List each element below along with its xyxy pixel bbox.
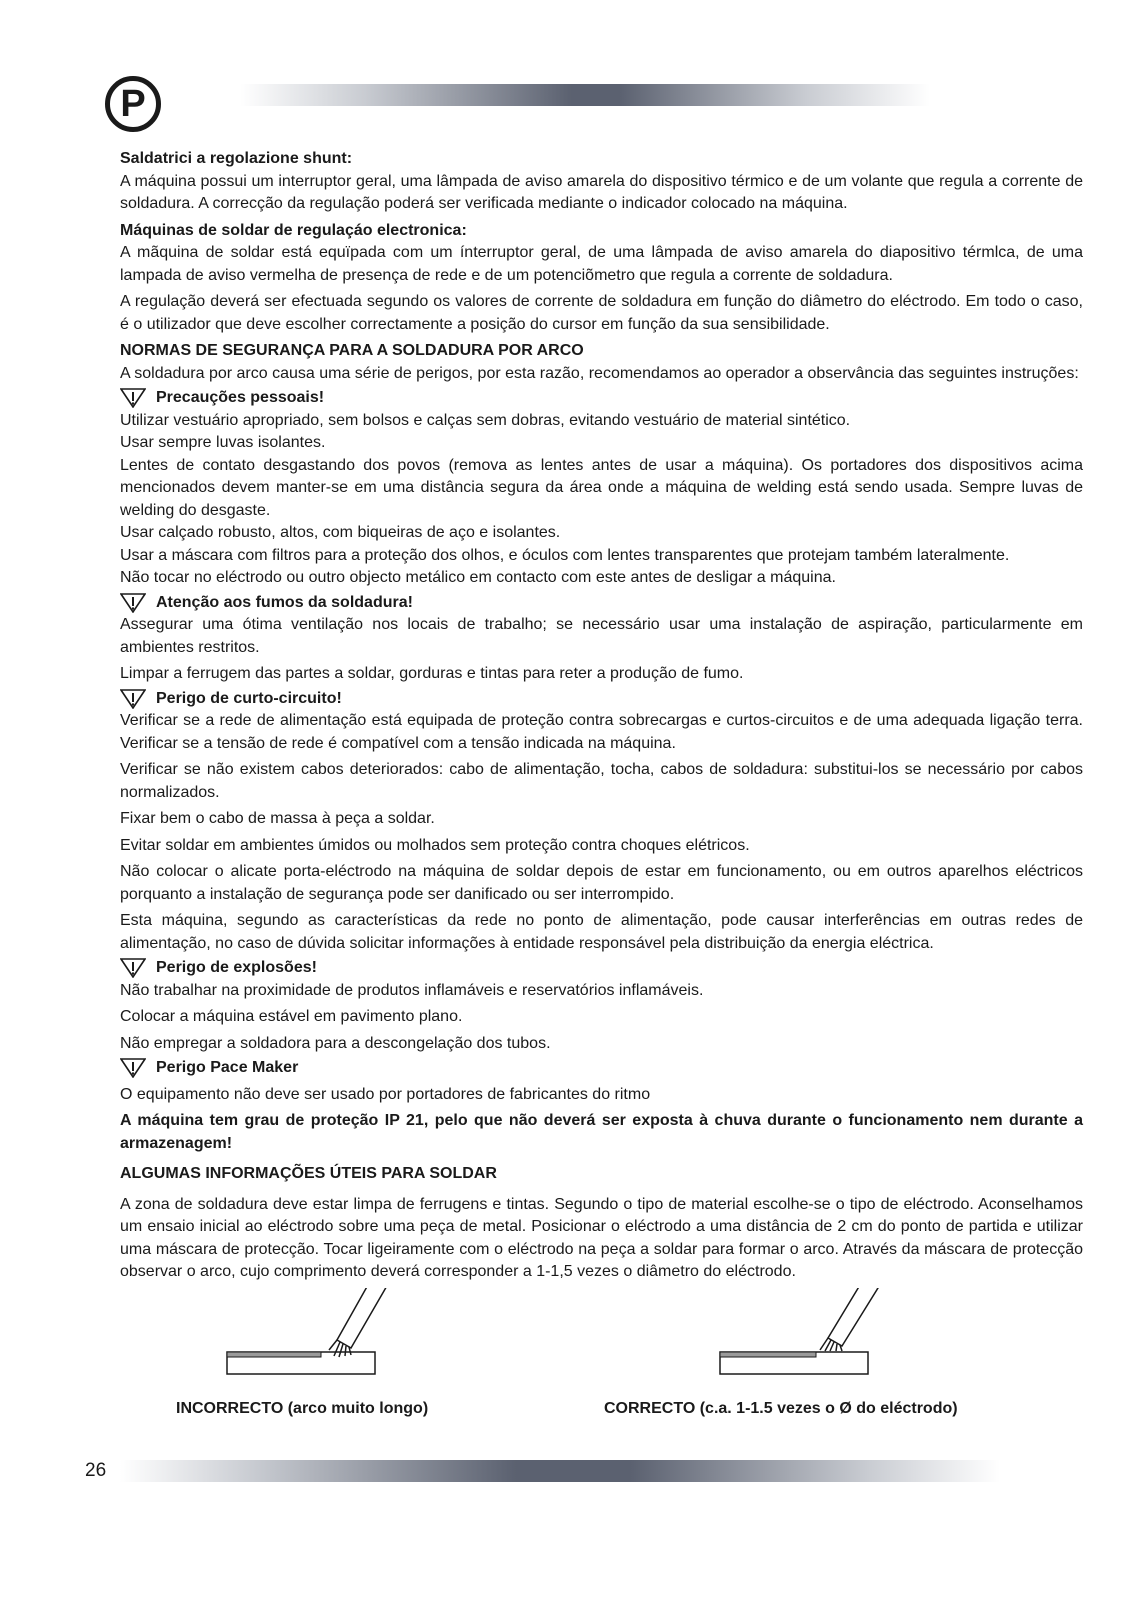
paragraph: Usar sempre luvas isolantes. xyxy=(120,434,326,451)
paragraph: A regulação deverá ser efectuada segundo os valores de corrente de soldadura em função do diâmetro do eléctrodo. Em todo o caso, é o utilizador que deve escolher correctamente a posição do cursor em função da sua sensibilidade. xyxy=(120,293,1083,333)
warning-heading xyxy=(120,592,1083,615)
section-title: Máquinas de soldar de regulaçáo electronica: xyxy=(120,221,467,239)
paragraph: Utilizar vestuário apropriado, sem bolsos e calças sem dobras, evitando vestuário de material sintético. xyxy=(120,411,851,429)
paragraph: Usar a máscara com filtros para a proteção dos olhos, e óculos com lentes transparentes que protejam também lateralmente. xyxy=(120,546,1010,564)
warning-title: Atenção aos fumos da soldadura! xyxy=(156,593,413,611)
paragraph: Esta máquina, segundo as características da rede no ponto de alimentação, pode causar interferências em outras redes de alimentação, no caso de dúvida solicitar informações à entidade responsável pela distribuição da energia eléctrica. xyxy=(120,912,1083,952)
paragraph: A mãquina de soldar está equïpada com um ínterruptor geral, de uma lâmpada de aviso amarela do diapositivo térmlca, de uma lampada de aviso vermelha de presença de rede e de um potenciõmetro que regula a corrente de soldadura. xyxy=(120,244,1083,284)
electrode-long-arc-illustration xyxy=(225,1288,395,1388)
paragraph: A máquina possui um interruptor geral, uma lâmpada de aviso amarela do dispositivo térmico e de um volante que regula a corrente de soldadura. A correcção da regulação poderá ser verificada mediante o indicador colocado na máquina. xyxy=(120,172,1083,212)
paragraph: Não tocar no eléctrodo ou outro objecto metálico em contacto com este antes de desligar a máquina. xyxy=(120,569,836,586)
paragraph: Limpar a ferrugem das partes a soldar, gorduras e tintas para reter a produção de fumo. xyxy=(120,665,744,682)
warning-triangle-icon xyxy=(120,593,146,613)
paragraph: Assegurar uma ótima ventilação nos locais de trabalho; se necessário usar uma instalação de aspiração, particularmente em ambientes restritos. xyxy=(120,616,1083,656)
paragraph: Não colocar o alicate porta-eléctrodo na máquina de soldar depois de estar em funcionamento, ou em outros aparelhos eléctricos porquanto a instalação de segurança pode ser danificado ou ser interrompido. xyxy=(120,863,1083,903)
warning-triangle-icon xyxy=(120,958,146,978)
caption-incorrect: INCORRECTO (arco muito longo) xyxy=(176,1400,429,1417)
warning-heading xyxy=(120,688,1083,711)
warning-title: Perigo de curto-circuito! xyxy=(156,689,342,707)
paragraph: O equipamento não deve ser usado por portadores de fabricantes do ritmo xyxy=(120,1085,651,1103)
protection-note: A máquina tem grau de proteção IP 21, pelo que não deverá ser exposta à chuva durante o funcionamento nem durante a armazenagem! xyxy=(120,1112,1083,1152)
paragraph: Não empregar a soldadora para a descongelação dos tubos. xyxy=(120,1034,551,1052)
paragraph: Lentes de contato desgastando dos povos (remova as lentes antes de usar a máquina). Os portadores dos dispositivos acima mencionados devem manter-se em uma distância segura da área onde a máquina de welding está sendo usada. Sempre luvas de welding do desgaste. xyxy=(120,456,1083,519)
warning-triangle-icon xyxy=(120,388,146,408)
paragraph: Fixar bem o cabo de massa à peça a soldar. xyxy=(120,810,435,827)
paragraph: Verificar se não existem cabos deteriorados: cabo de alimentação, tocha, cabos de soldadura: substitui-los se necessário por cabos normalizados. xyxy=(120,761,1083,801)
figure-incorrect xyxy=(225,1288,395,1388)
paragraph: Verificar se a rede de alimentação está equipada de proteção contra sobrecargas e curtos-circuitos e de uma adequada ligação terra. Verificar se a tensão de rede é compatível com a tensão indicada na máquina. xyxy=(120,712,1083,752)
paragraph: Colocar a máquina estável em pavimento plano. xyxy=(120,1008,463,1025)
warning-title: Perigo Pace Maker xyxy=(156,1059,299,1076)
header-decor-bar xyxy=(240,84,930,106)
warning-heading xyxy=(120,1057,1083,1080)
warning-heading xyxy=(120,957,1083,980)
footer-decor-bar xyxy=(120,1460,1000,1482)
warning-title: Perigo de explosões! xyxy=(156,959,317,976)
section-title: ALGUMAS INFORMAÇÕES ÚTEIS PARA SOLDAR xyxy=(120,1165,497,1182)
paragraph: Não trabalhar na proximidade de produtos inflamáveis e reservatórios inflamáveis. xyxy=(120,981,704,999)
caption-correct: CORRECTO (c.a. 1-1.5 vezes o Ø do eléctrodo) xyxy=(604,1400,958,1417)
language-badge: P xyxy=(105,76,161,132)
paragraph: A soldadura por arco causa uma série de perigos, por esta razão, recomendamos ao operador a observância das seguintes instruções: xyxy=(120,364,1079,382)
paragraph: A zona de soldadura deve estar limpa de ferrugens e tintas. Segundo o tipo de material escolhe-se o tipo de eléctrodo. Aconselhamos um ensaio inicial ao eléctrodo sobre uma peça de metal. Posicionar o eléctrodo a uma distância de 2 cm do ponto de partida e utilizar uma máscara de protecção. Tocar ligeiramente com o eléctrodo na peça a soldar para formar o arco. Através da máscara de protecção observar o arco, cujo comprimento deverá corresponder a 1-1,5 vezes o diâmetro do eléctrodo. xyxy=(120,1195,1083,1280)
warning-triangle-icon xyxy=(120,1058,146,1078)
warning-triangle-icon xyxy=(120,689,146,709)
electrode-figures xyxy=(120,1288,1083,1448)
electrode-correct-arc-illustration xyxy=(718,1288,888,1388)
figure-correct xyxy=(718,1288,888,1388)
paragraph: Usar calçado robusto, altos, com biqueiras de aço e isolantes. xyxy=(120,524,561,541)
page-content xyxy=(120,148,1083,1284)
page-number: 26 xyxy=(85,1460,107,1481)
warning-heading xyxy=(120,387,1083,410)
section-title: Saldatrici a regolazione shunt: xyxy=(120,150,353,167)
paragraph: Evitar soldar em ambientes úmidos ou molhados sem proteção contra choques elétricos. xyxy=(120,836,750,854)
section-title: NORMAS DE SEGURANÇA PARA A SOLDADURA POR ARCO xyxy=(120,342,584,359)
warning-title: Precauções pessoais! xyxy=(156,389,325,406)
